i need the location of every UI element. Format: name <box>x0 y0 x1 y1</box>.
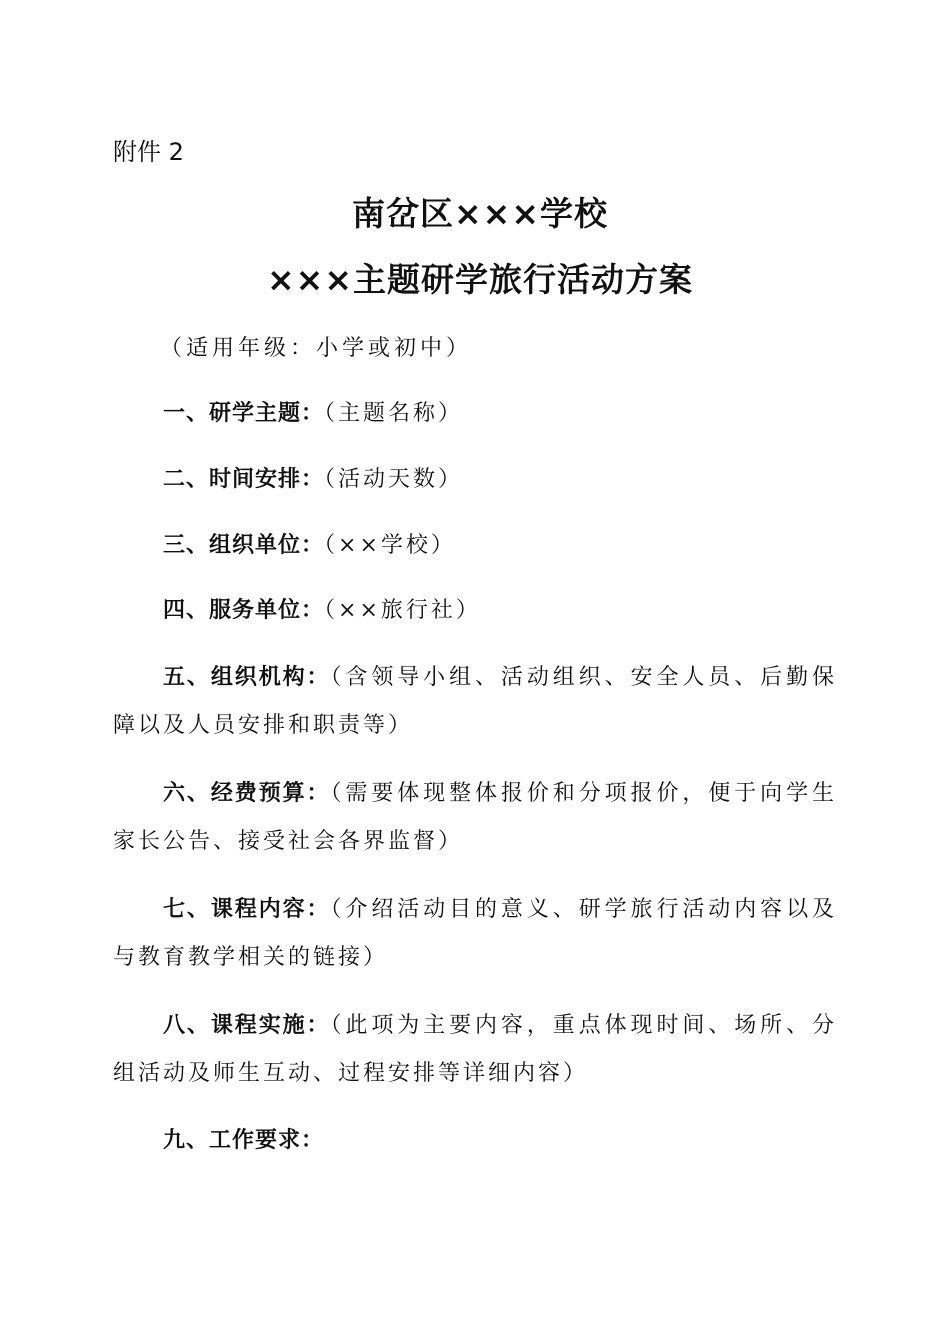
section-budget <box>113 770 837 866</box>
section-text: （××旅行社） <box>324 598 481 623</box>
section-research-theme <box>113 390 837 438</box>
attachment-label: 附件 2 <box>113 138 184 166</box>
section-text: （含领导小组、活动组织、安全人员、后勤保障以及人员安排和职责等） <box>113 665 837 738</box>
applicable-grade-note: （适用年级：小学或初中） <box>160 336 473 361</box>
section-schedule <box>113 456 837 504</box>
section-organizer <box>113 522 837 570</box>
section-text: （需要体现整体报价和分项报价，便于向学生家长公告、接受社会各界监督） <box>113 781 837 854</box>
document-title-line-2: ×××主题研学旅行活动方案 <box>267 260 693 299</box>
section-text: （××学校） <box>324 533 456 558</box>
section-label: 六、经费预算： <box>163 781 331 806</box>
section-service-provider <box>113 587 837 635</box>
section-text: （活动天数） <box>324 467 464 492</box>
section-label: 五、组织机构： <box>163 665 331 690</box>
section-organization-structure <box>113 654 837 750</box>
section-course-implementation <box>113 1002 837 1098</box>
section-label: 三、组织单位： <box>163 533 325 558</box>
section-text: （此项为主要内容，重点体现时间、场所、分组活动及师生互动、过程安排等详细内容） <box>113 1013 837 1086</box>
section-label: 七、课程内容： <box>163 897 331 922</box>
document-title-line-1: 南岔区×××学校 <box>352 194 608 233</box>
section-label: 二、时间安排： <box>163 467 325 492</box>
section-text: （介绍活动目的意义、研学旅行活动内容以及与教育教学相关的链接） <box>113 897 837 970</box>
section-work-requirements <box>113 1117 837 1165</box>
section-label: 四、服务单位： <box>163 598 325 623</box>
section-label: 九、工作要求： <box>163 1128 325 1153</box>
section-text: （主题名称） <box>324 401 464 426</box>
section-label: 一、研学主题： <box>163 401 325 426</box>
section-course-content <box>113 886 837 982</box>
section-label: 八、课程实施： <box>163 1013 331 1038</box>
